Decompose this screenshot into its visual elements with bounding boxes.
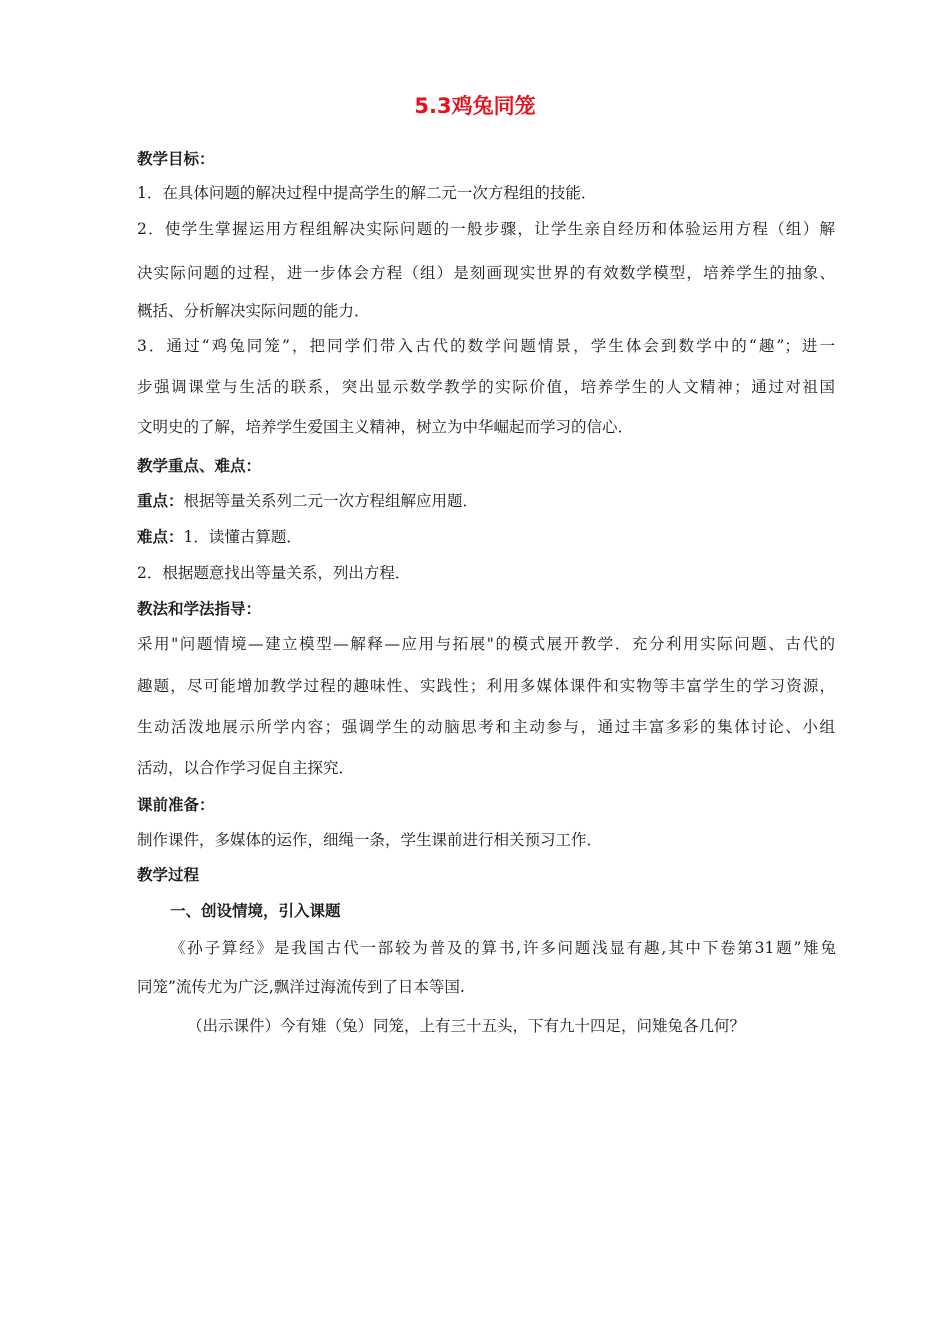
objective-1: 1．在具体问题的解决过程中提高学生的解二元一次方程组的技能． — [137, 184, 597, 202]
method-heading: 教法和学法指导： — [137, 600, 262, 618]
key-point-label: 重点： — [137, 492, 184, 510]
process-heading: 教学过程 — [137, 866, 200, 884]
key-point-text: 根据等量关系列二元一次方程组解应用题． — [183, 492, 479, 510]
method-line-3: 生动活泼地展示所学内容；强调学生的动脑思考和主动参与，通过丰富多彩的集体讨论、小组 — [137, 718, 835, 736]
objective-2-line-1: 2．使学生掌握运用方程组解决实际问题的一般步骤，让学生亲自经历和体验运用方程（组）解 — [137, 220, 835, 238]
objective-3-line-2: 步强调课堂与生活的联系，突出显示数学教学的实际价值，培养学生的人文精神；通过对祖国 — [137, 378, 835, 396]
difficult-point-label: 难点： — [137, 528, 184, 546]
method-line-4: 活动，以合作学习促自主探究． — [137, 759, 355, 777]
objective-2-line-3: 概括、分析解决实际问题的能力． — [137, 302, 370, 320]
prep-line-1: 制作课件，多媒体的运作，细绳一条，学生课前进行相关预习工作． — [137, 831, 603, 849]
prep-heading: 课前准备： — [137, 796, 215, 814]
difficult-point-text: 1．读懂古算题． — [183, 528, 302, 546]
objective-3-line-1: 3．通过“鸡兔同笼”，把同学们带入古代的数学问题情景，学生体会到数学中的“趣”；进一 — [137, 337, 835, 355]
page-title: 5.3鸡兔同笼 — [414, 94, 536, 118]
process-paragraph-1-line-2: 同笼”流传尤为广泛,飘洋过海流传到了日本等国. — [137, 978, 465, 996]
process-paragraph-2: （出示课件）今有雉（兔）同笼，上有三十五头，下有九十四足，问雉兔各几何？ — [187, 1017, 746, 1035]
objectives-heading: 教学目标： — [137, 150, 215, 168]
method-line-2: 趣题，尽可能增加教学过程的趣味性、实践性；利用多媒体课件和实物等丰富学生的学习资源， — [137, 677, 835, 695]
objective-3-line-3: 文明史的了解，培养学生爱国主义精神，树立为中华崛起而学习的信心． — [137, 418, 634, 436]
key-point — [137, 490, 478, 512]
process-paragraph-1-line-1: 《孙子算经》是我国古代一部较为普及的算书,许多问题浅显有趣,其中下卷第31题”雉兔 — [170, 939, 836, 957]
process-subheading-1: 一、创设情境，引入课题 — [170, 902, 341, 920]
difficult-point — [137, 526, 302, 548]
difficult-point-2: 2．根据题意找出等量关系，列出方程． — [137, 564, 411, 582]
keypoints-heading: 教学重点、难点： — [137, 457, 262, 475]
method-line-1: 采用"问题情境—建立模型—解释—应用与拓展"的模式展开教学．充分利用实际问题、古代的 — [137, 635, 835, 653]
objective-2-line-2: 决实际问题的过程，进一步体会方程（组）是刻画现实世界的有效数学模型，培养学生的抽象、 — [137, 264, 835, 282]
